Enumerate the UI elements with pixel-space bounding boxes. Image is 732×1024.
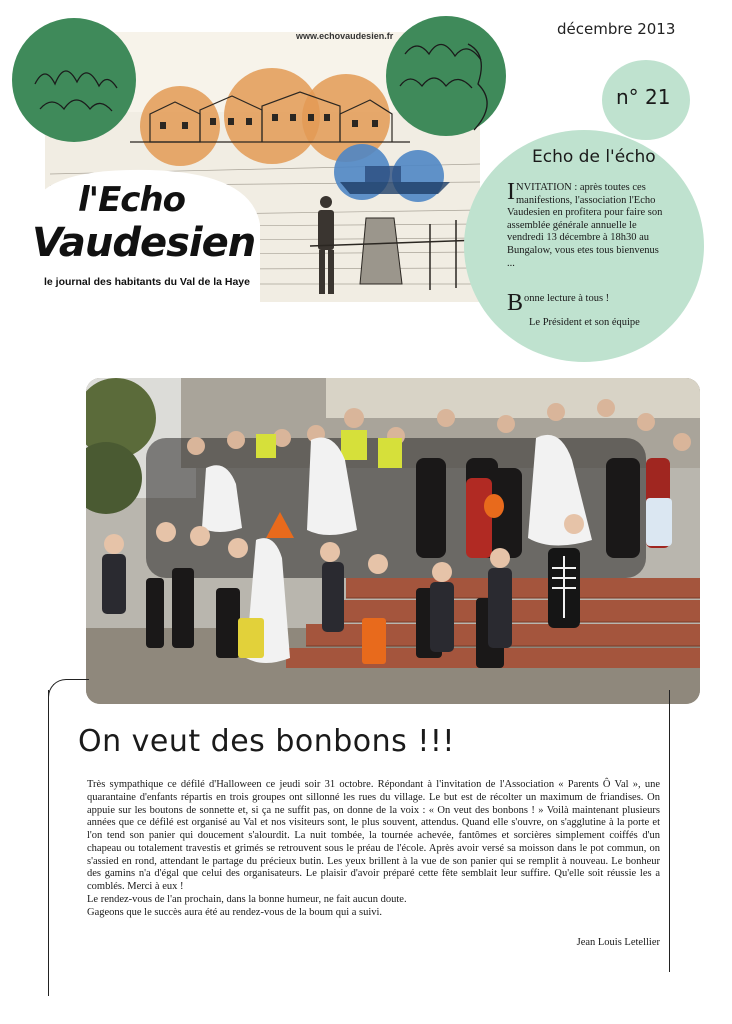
article-body (87, 779, 660, 919)
logo-tagline: le journal des habitants du Val de la Haye (44, 276, 250, 288)
invitation-dropcap: I (507, 179, 515, 205)
article-frame-right (669, 690, 670, 972)
issue-date: décembre 2013 (557, 20, 676, 38)
invitation-text: NVITATION : après toutes ces manifestions, l'association l'Echo Vaudesien en profitera pour faire son assemblée générale annuelle le vendredi 13 décembre à 18h30 au Bungalow, vous etes tous bienvenus ... (507, 182, 663, 269)
article-frame-left (48, 690, 49, 996)
logo-title-line1: l'Echo (78, 180, 186, 220)
article-paragraph: Le rendez-vous de l'an prochain, dans la bonne humeur, ne fait aucun doute. (87, 893, 407, 905)
website-url: www.echovaudesien.fr (296, 31, 394, 41)
halloween-group-photo (86, 378, 700, 704)
closing-dropcap: B (507, 290, 524, 316)
article-frame-corner (48, 679, 89, 700)
issue-number: n° 21 (616, 85, 671, 109)
echo-box-invitation (507, 179, 667, 270)
echo-box-closing (507, 290, 672, 316)
article-author: Jean Louis Letellier (576, 937, 660, 948)
article-paragraph: Gageons que le succès aura été au rendez-vous de la boum qui a suivi. (87, 906, 383, 918)
photo-illustration (86, 378, 700, 704)
logo-title-line2: Vaudesien (32, 220, 256, 266)
closing-text: onne lecture à tous ! (524, 293, 610, 304)
article-paragraph: Très sympathique ce défilé d'Halloween ce jeudi soir 31 octobre. Répondant à l'invitation de l'Association « Parents Ô Val », une quarantaine d'enfants répartis en trois groupes ont sillonné les rues du village. Le but est de récolter un maximum de friandises. On appuie sur les boutons de sonnette et, si ça ne suffit pas, on donne de la voix : « On veut des bonbons ! » Voilà maintenant plusieurs années que ce défilé est organisé au Val et nos visiteurs sont, le plus souvent, attendus. Quand elle s'ouvre, on s'agglutine à la porte et l'on tend son panier qui doucement s'alourdit. La nuit tombée, la tournée achevée, fantômes et sorcières simplement coiffés d'un chapeau ou totalement travestis et grimés se retrouvent sous le préau de l'école. Après avoir versé sa moisson dans le pot commun, on s'assied en rond, attendant le partage du précieux butin. Les yeux brillent à la vue de son panier qui se remplit à nouveau. Le bonheur des gamins n'a d'égal que celui des organisateurs. Le plaisir d'avoir préparé cette fête semblait leur suffire. Qu'elle soit réussie les a comblés. Merci à eux ! (87, 779, 660, 892)
article-title: On veut des bonbons !!! (78, 724, 455, 759)
echo-box-signature: Le Président et son équipe (529, 317, 640, 328)
echo-box-title: Echo de l'écho (532, 147, 656, 167)
masthead-illustration (10, 14, 520, 314)
